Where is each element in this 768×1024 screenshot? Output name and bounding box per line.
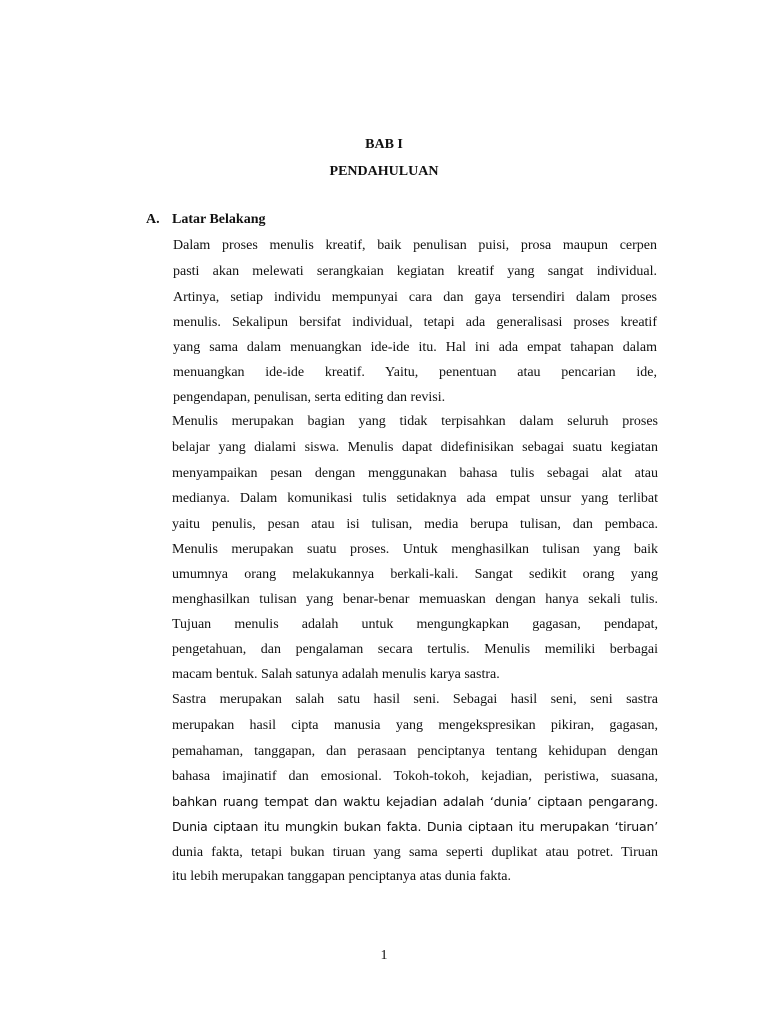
paragraph-line: Artinya, setiap individu mempunyai cara dan gaya tersendiri dalam proses	[173, 290, 657, 305]
paragraph-line: pengendapan, penulisan, serta editing dan revisi.	[173, 390, 446, 405]
paragraph-line: pemahaman, tanggapan, dan perasaan penciptanya tentang kehidupan dengan	[172, 744, 658, 759]
chapter-title: PENDAHULUAN	[329, 164, 439, 179]
paragraph-line: Dunia ciptaan itu mungkin bukan fakta. Dunia ciptaan itu merupakan ‘tiruan’	[172, 819, 658, 834]
section-title: Latar Belakang	[172, 212, 266, 227]
paragraph-line: bahasa imajinatif dan emosional. Tokoh-tokoh, kejadian, peristiwa, suasana,	[172, 769, 658, 784]
paragraph-line: pengetahuan, dan pengalaman secara tertulis. Menulis memiliki berbagai	[172, 642, 658, 657]
paragraph-line: medianya. Dalam komunikasi tulis setidaknya ada empat unsur yang terlibat	[172, 491, 658, 506]
paragraph-line: menulis. Sekalipun bersifat individual, tetapi ada generalisasi proses kreatif	[173, 315, 657, 330]
paragraph-line: Dalam proses menulis kreatif, baik penulisan puisi, prosa maupun cerpen	[173, 238, 657, 253]
paragraph-line: pasti akan melewati serangkaian kegiatan kreatif yang sangat individual.	[173, 264, 657, 279]
section-number: A.	[146, 212, 160, 227]
paragraph-line: Tujuan menulis adalah untuk mengungkapkan gagasan, pendapat,	[172, 617, 658, 632]
paragraph-line: bahkan ruang tempat dan waktu kejadian adalah ‘dunia’ ciptaan pengarang.	[172, 794, 658, 809]
paragraph-line: belajar yang dialami siswa. Menulis dapat didefinisikan sebagai suatu kegiatan	[172, 440, 658, 455]
paragraph-line: macam bentuk. Salah satunya adalah menulis karya sastra.	[172, 667, 500, 682]
paragraph-line: Sastra merupakan salah satu hasil seni. Sebagai hasil seni, seni sastra	[172, 692, 658, 707]
page-number: 1	[380, 948, 388, 963]
paragraph-line: menghasilkan tulisan yang benar-benar memuaskan dengan hanya sekali tulis.	[172, 592, 658, 607]
section-heading	[146, 212, 265, 228]
paragraph-line: menyampaikan pesan dengan menggunakan bahasa tulis sebagai alat atau	[172, 466, 658, 481]
paragraph-line: itu lebih merupakan tanggapan penciptanya atas dunia fakta.	[172, 869, 511, 884]
paragraph-line: umumnya orang melakukannya berkali-kali. Sangat sedikit orang yang	[172, 567, 658, 582]
paragraph-line: yang sama dalam menuangkan ide-ide itu. Hal ini ada empat tahapan dalam	[173, 340, 657, 355]
chapter-heading: BAB I	[365, 137, 403, 152]
paragraph-line: dunia fakta, tetapi bukan tiruan yang sama seperti duplikat atau potret. Tiruan	[172, 845, 658, 860]
paragraph-line: Menulis merupakan suatu proses. Untuk menghasilkan tulisan yang baik	[172, 542, 658, 557]
paragraph-line: Menulis merupakan bagian yang tidak terpisahkan dalam seluruh proses	[172, 414, 658, 429]
paragraph-line: merupakan hasil cipta manusia yang mengekspresikan pikiran, gagasan,	[172, 718, 658, 733]
paragraph-line: yaitu penulis, pesan atau isi tulisan, media berupa tulisan, dan pembaca.	[172, 517, 658, 532]
paragraph-line: menuangkan ide-ide kreatif. Yaitu, penentuan atau pencarian ide,	[173, 365, 657, 380]
